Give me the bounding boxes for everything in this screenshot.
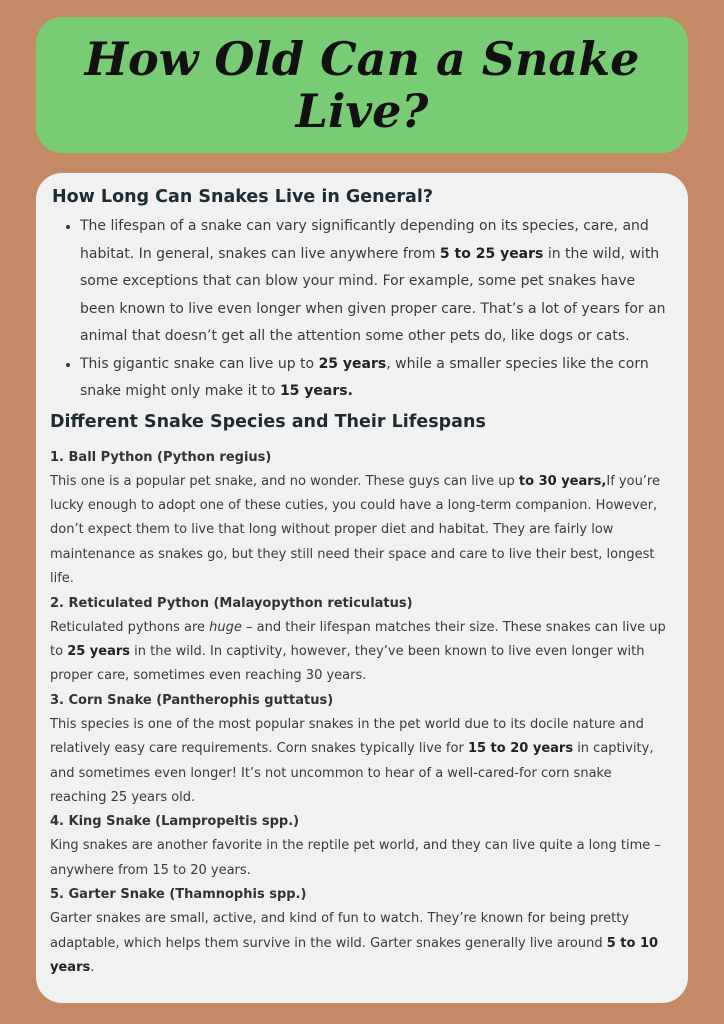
- species-ball-python: [50, 446, 672, 592]
- species-description: This species is one of the most popular snakes in the pet world due to its docile nature and relatively easy care requirements. Corn snakes typically live for 15 to 20 years in captivity, and sometimes even longer! It’s not uncommon to hear of a well-cared-for corn snake reaching 25 years old.: [50, 716, 654, 805]
- title-banner: [36, 17, 688, 153]
- page-title: How Old Can a Snake Live?: [84, 32, 640, 138]
- content-card: [36, 173, 688, 1003]
- species-king-snake: [50, 810, 672, 883]
- general-heading: How Long Can Snakes Live in General?: [52, 187, 434, 207]
- species-heading: Different Snake Species and Their Lifespans: [50, 411, 486, 432]
- species-description: King snakes are another favorite in the reptile pet world, and they can live quite a long time – anywhere from 15 to 20 years.: [50, 838, 661, 878]
- general-bullet-2: • This gigantic snake can live up to 25 years, while a smaller species like the corn snake might only make it to 15 years.: [80, 351, 672, 406]
- species-description: Garter snakes are small, active, and kind of fun to watch. They’re known for being pretty adaptable, which helps them survive in the wild. Garter snakes generally live around 5 to 10 years.: [50, 911, 659, 975]
- species-garter-snake: [50, 883, 672, 980]
- species-title: 2. Reticulated Python (Malayopython reticulatus): [50, 595, 413, 611]
- species-title: 4. King Snake (Lampropeltis spp.): [50, 814, 300, 830]
- species-title: 5. Garter Snake (Thamnophis spp.): [50, 887, 307, 903]
- species-title: 1. Ball Python (Python regius): [50, 449, 272, 465]
- species-list: [50, 446, 672, 981]
- species-title: 3. Corn Snake (Pantherophis guttatus): [50, 692, 334, 708]
- general-list: [50, 213, 672, 406]
- species-description: Reticulated pythons are huge – and their lifespan matches their size. These snakes can live up to 25 years in the wild. In captivity, however, they’ve been known to live even longer with proper care, sometimes even reaching 30 years.: [50, 619, 666, 684]
- species-corn-snake: [50, 689, 672, 811]
- general-bullet-1: • The lifespan of a snake can vary significantly depending on its species, care, and habitat. In general, snakes can live anywhere from 5 to 25 years in the wild, with some exceptions that can blow your mind. For example, some pet snakes have been known to live even longer when given proper care. That’s a lot of years for an animal that doesn’t get all the attention some other pets do, like dogs or cats.: [80, 213, 672, 351]
- species-reticulated-python: [50, 592, 672, 689]
- species-description: This one is a popular pet snake, and no wonder. These guys can live up to 30 years,If you’re lucky enough to adopt one of these cuties, you could have a long-term companion. However, don’t expect them to live that long without proper diet and habitat. They are fairly low maintenance as snakes go, but they still need their space and care to live their best, longest life.: [50, 473, 660, 587]
